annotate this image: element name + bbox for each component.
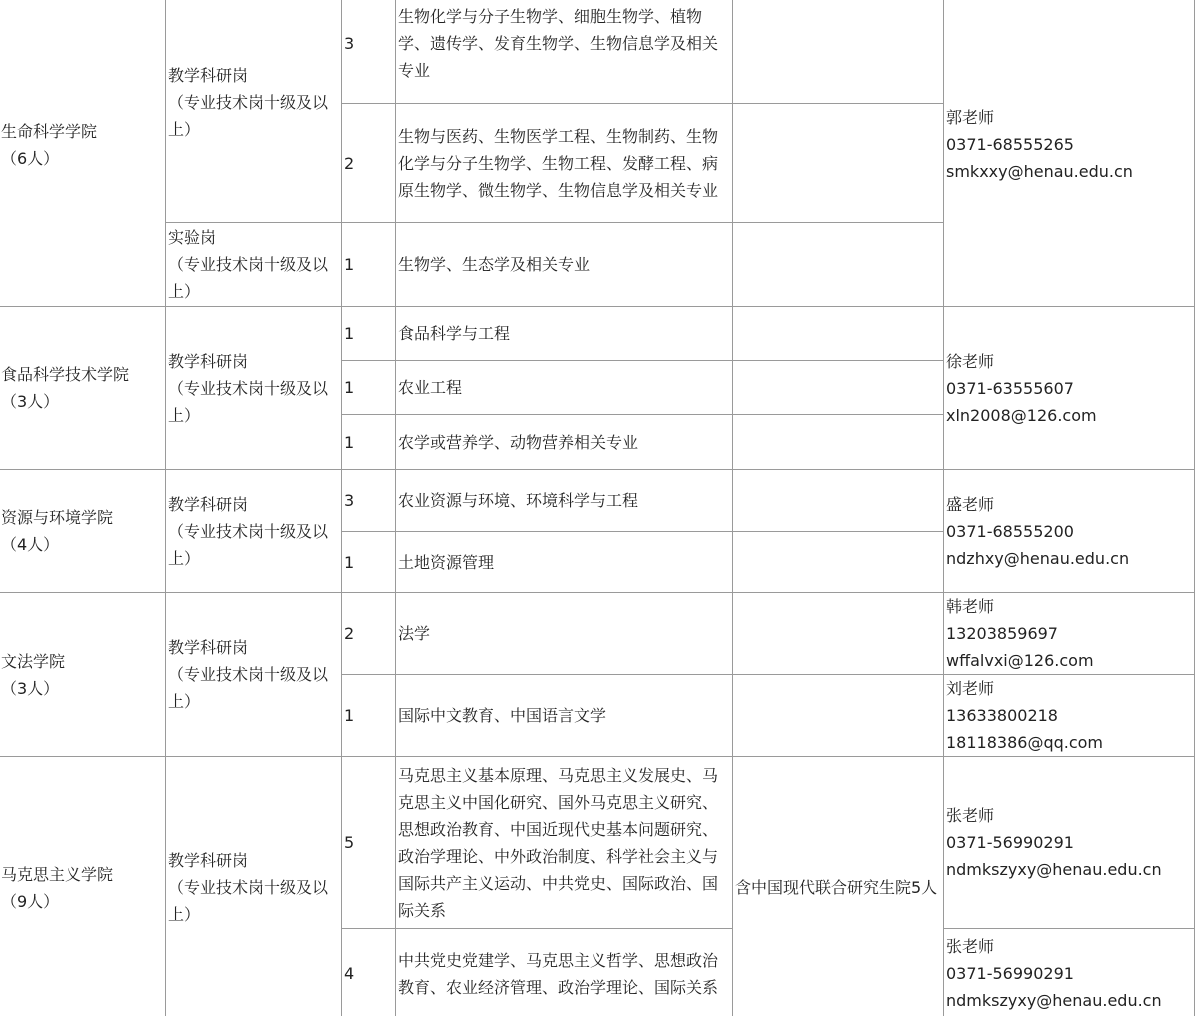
count-cell — [342, 104, 396, 223]
count-cell — [342, 223, 396, 307]
contact-email: wffalvxi@126.com — [946, 651, 1094, 670]
count-value: 1 — [344, 706, 355, 725]
contact-phone: 0371-68555265 — [946, 135, 1074, 154]
college-count: （9人） — [1, 891, 60, 911]
post-detail: （专业技术岗十级及以上） — [168, 93, 329, 139]
note-cell — [733, 361, 944, 415]
contact-cell — [944, 0, 1195, 307]
count-cell — [342, 415, 396, 470]
note-cell — [733, 307, 944, 361]
major-text: 土地资源管理 — [398, 552, 495, 572]
major-cell — [396, 415, 733, 470]
college-cell — [0, 307, 166, 470]
contact-phone: 13633800218 — [946, 706, 1058, 725]
college-name: 马克思主义学院 — [1, 864, 114, 884]
count-value: 1 — [344, 552, 355, 572]
count-value: 1 — [344, 432, 355, 452]
contact-phone: 0371-56990291 — [946, 964, 1074, 983]
major-text: 中共党史党建学、马克思主义哲学、思想政治教育、农业经济管理、政治学理论、国际关系 — [398, 950, 719, 997]
contact-phone: 0371-56990291 — [946, 833, 1074, 852]
count-cell — [342, 929, 396, 1016]
major-cell — [396, 593, 733, 675]
contact-name: 张老师 — [946, 806, 995, 825]
contact-email: ndmkszyxy@henau.edu.cn — [946, 991, 1162, 1010]
contact-name: 韩老师 — [946, 597, 995, 616]
major-cell — [396, 929, 733, 1016]
major-text: 生物化学与分子生物学、细胞生物学、植物学、遗传学、发育生物学、生物信息学及相关专业 — [398, 6, 719, 80]
table-row — [0, 0, 1195, 104]
college-name: 文法学院 — [1, 651, 66, 671]
table-row — [0, 593, 1195, 675]
count-cell — [342, 757, 396, 929]
count-cell — [342, 307, 396, 361]
count-value: 2 — [344, 624, 355, 643]
contact-email: ndmkszyxy@henau.edu.cn — [946, 860, 1162, 879]
post-title: 教学科研岗 — [168, 851, 249, 870]
college-cell — [0, 757, 166, 1016]
note-cell — [733, 104, 944, 223]
note-cell — [733, 593, 944, 675]
count-value: 2 — [344, 153, 355, 173]
contact-phone: 0371-63555607 — [946, 378, 1074, 398]
major-text: 生物与医药、生物医学工程、生物制药、生物化学与分子生物学、生物工程、发酵工程、病原生物学、微生物学、生物信息学及相关专业 — [398, 126, 719, 200]
major-cell — [396, 675, 733, 757]
post-title: 教学科研岗 — [168, 351, 249, 371]
college-count: （4人） — [1, 535, 60, 554]
post-cell — [166, 223, 342, 307]
post-title: 教学科研岗 — [168, 638, 249, 657]
major-text: 法学 — [398, 624, 431, 643]
count-cell — [342, 361, 396, 415]
contact-phone: 0371-68555200 — [946, 521, 1074, 541]
contact-name: 盛老师 — [946, 494, 995, 514]
count-value: 3 — [344, 491, 355, 510]
major-cell — [396, 361, 733, 415]
post-detail: （专业技术岗十级及以上） — [168, 521, 329, 568]
major-text: 马克思主义基本原理、马克思主义发展史、马克思主义中国化研究、国外马克思主义研究、思想政治教育、中国近现代史基本问题研究、政治学理论、中外政治制度、科学社会主义与国际共产主义运动、中共党史、国际政治、国际关系 — [398, 765, 719, 920]
college-cell — [0, 470, 166, 593]
college-name: 食品科学技术学院 — [1, 365, 130, 384]
count-value: 4 — [344, 964, 355, 983]
table-row — [0, 757, 1195, 929]
contact-cell — [944, 470, 1195, 593]
college-count: （6人） — [1, 148, 60, 168]
note-cell — [733, 470, 944, 532]
post-title: 教学科研岗 — [168, 66, 249, 85]
count-cell — [342, 675, 396, 757]
major-text: 农业资源与环境、环境科学与工程 — [398, 491, 639, 510]
major-text: 生物学、生态学及相关专业 — [398, 255, 591, 274]
college-count: （3人） — [1, 392, 60, 411]
post-cell — [166, 307, 342, 470]
college-count: （3人） — [1, 678, 60, 698]
college-cell — [0, 593, 166, 757]
count-cell — [342, 470, 396, 532]
count-value: 1 — [344, 324, 355, 343]
post-cell — [166, 470, 342, 593]
major-cell — [396, 532, 733, 593]
contact-email: smkxxy@henau.edu.cn — [946, 162, 1133, 181]
contact-cell — [944, 307, 1195, 470]
post-detail: （专业技术岗十级及以上） — [168, 878, 329, 924]
count-cell — [342, 0, 396, 104]
count-value: 1 — [344, 378, 355, 397]
note-cell — [733, 223, 944, 307]
note-text: 含中国现代联合研究生院5人 — [735, 878, 938, 897]
count-cell — [342, 532, 396, 593]
college-name: 生命科学学院 — [1, 121, 98, 141]
major-cell — [396, 0, 733, 104]
contact-cell — [944, 929, 1195, 1016]
note-cell — [733, 757, 944, 1016]
major-text: 农业工程 — [398, 378, 463, 397]
contact-name: 郭老师 — [946, 108, 995, 127]
count-value: 1 — [344, 255, 355, 274]
post-cell — [166, 0, 342, 223]
note-cell — [733, 675, 944, 757]
major-cell — [396, 470, 733, 532]
post-detail: （专业技术岗十级及以上） — [168, 255, 329, 301]
note-cell — [733, 532, 944, 593]
table-row — [0, 307, 1195, 361]
post-title: 实验岗 — [168, 228, 217, 247]
contact-email: ndzhxy@henau.edu.cn — [946, 548, 1130, 568]
major-text: 食品科学与工程 — [398, 324, 511, 343]
major-cell — [396, 757, 733, 929]
count-value: 5 — [344, 833, 355, 852]
college-cell — [0, 0, 166, 307]
note-cell — [733, 415, 944, 470]
major-text: 国际中文教育、中国语言文学 — [398, 706, 607, 725]
major-cell — [396, 223, 733, 307]
major-text: 农学或营养学、动物营养相关专业 — [398, 432, 639, 452]
post-title: 教学科研岗 — [168, 494, 249, 514]
contact-cell — [944, 757, 1195, 929]
major-cell — [396, 307, 733, 361]
contact-cell — [944, 675, 1195, 757]
post-cell — [166, 757, 342, 1016]
college-name: 资源与环境学院 — [1, 508, 114, 527]
count-value: 3 — [344, 33, 355, 53]
post-detail: （专业技术岗十级及以上） — [168, 378, 329, 425]
contact-name: 张老师 — [946, 937, 995, 956]
count-cell — [342, 593, 396, 675]
contact-cell — [944, 593, 1195, 675]
contact-email: xln2008@126.com — [946, 405, 1097, 425]
contact-phone: 13203859697 — [946, 624, 1058, 643]
note-cell — [733, 0, 944, 104]
contact-name: 刘老师 — [946, 679, 995, 698]
contact-name: 徐老师 — [946, 351, 995, 371]
post-detail: （专业技术岗十级及以上） — [168, 665, 329, 711]
post-cell — [166, 593, 342, 757]
major-cell — [396, 104, 733, 223]
table-row — [0, 470, 1195, 532]
contact-email: 18118386@qq.com — [946, 733, 1104, 752]
